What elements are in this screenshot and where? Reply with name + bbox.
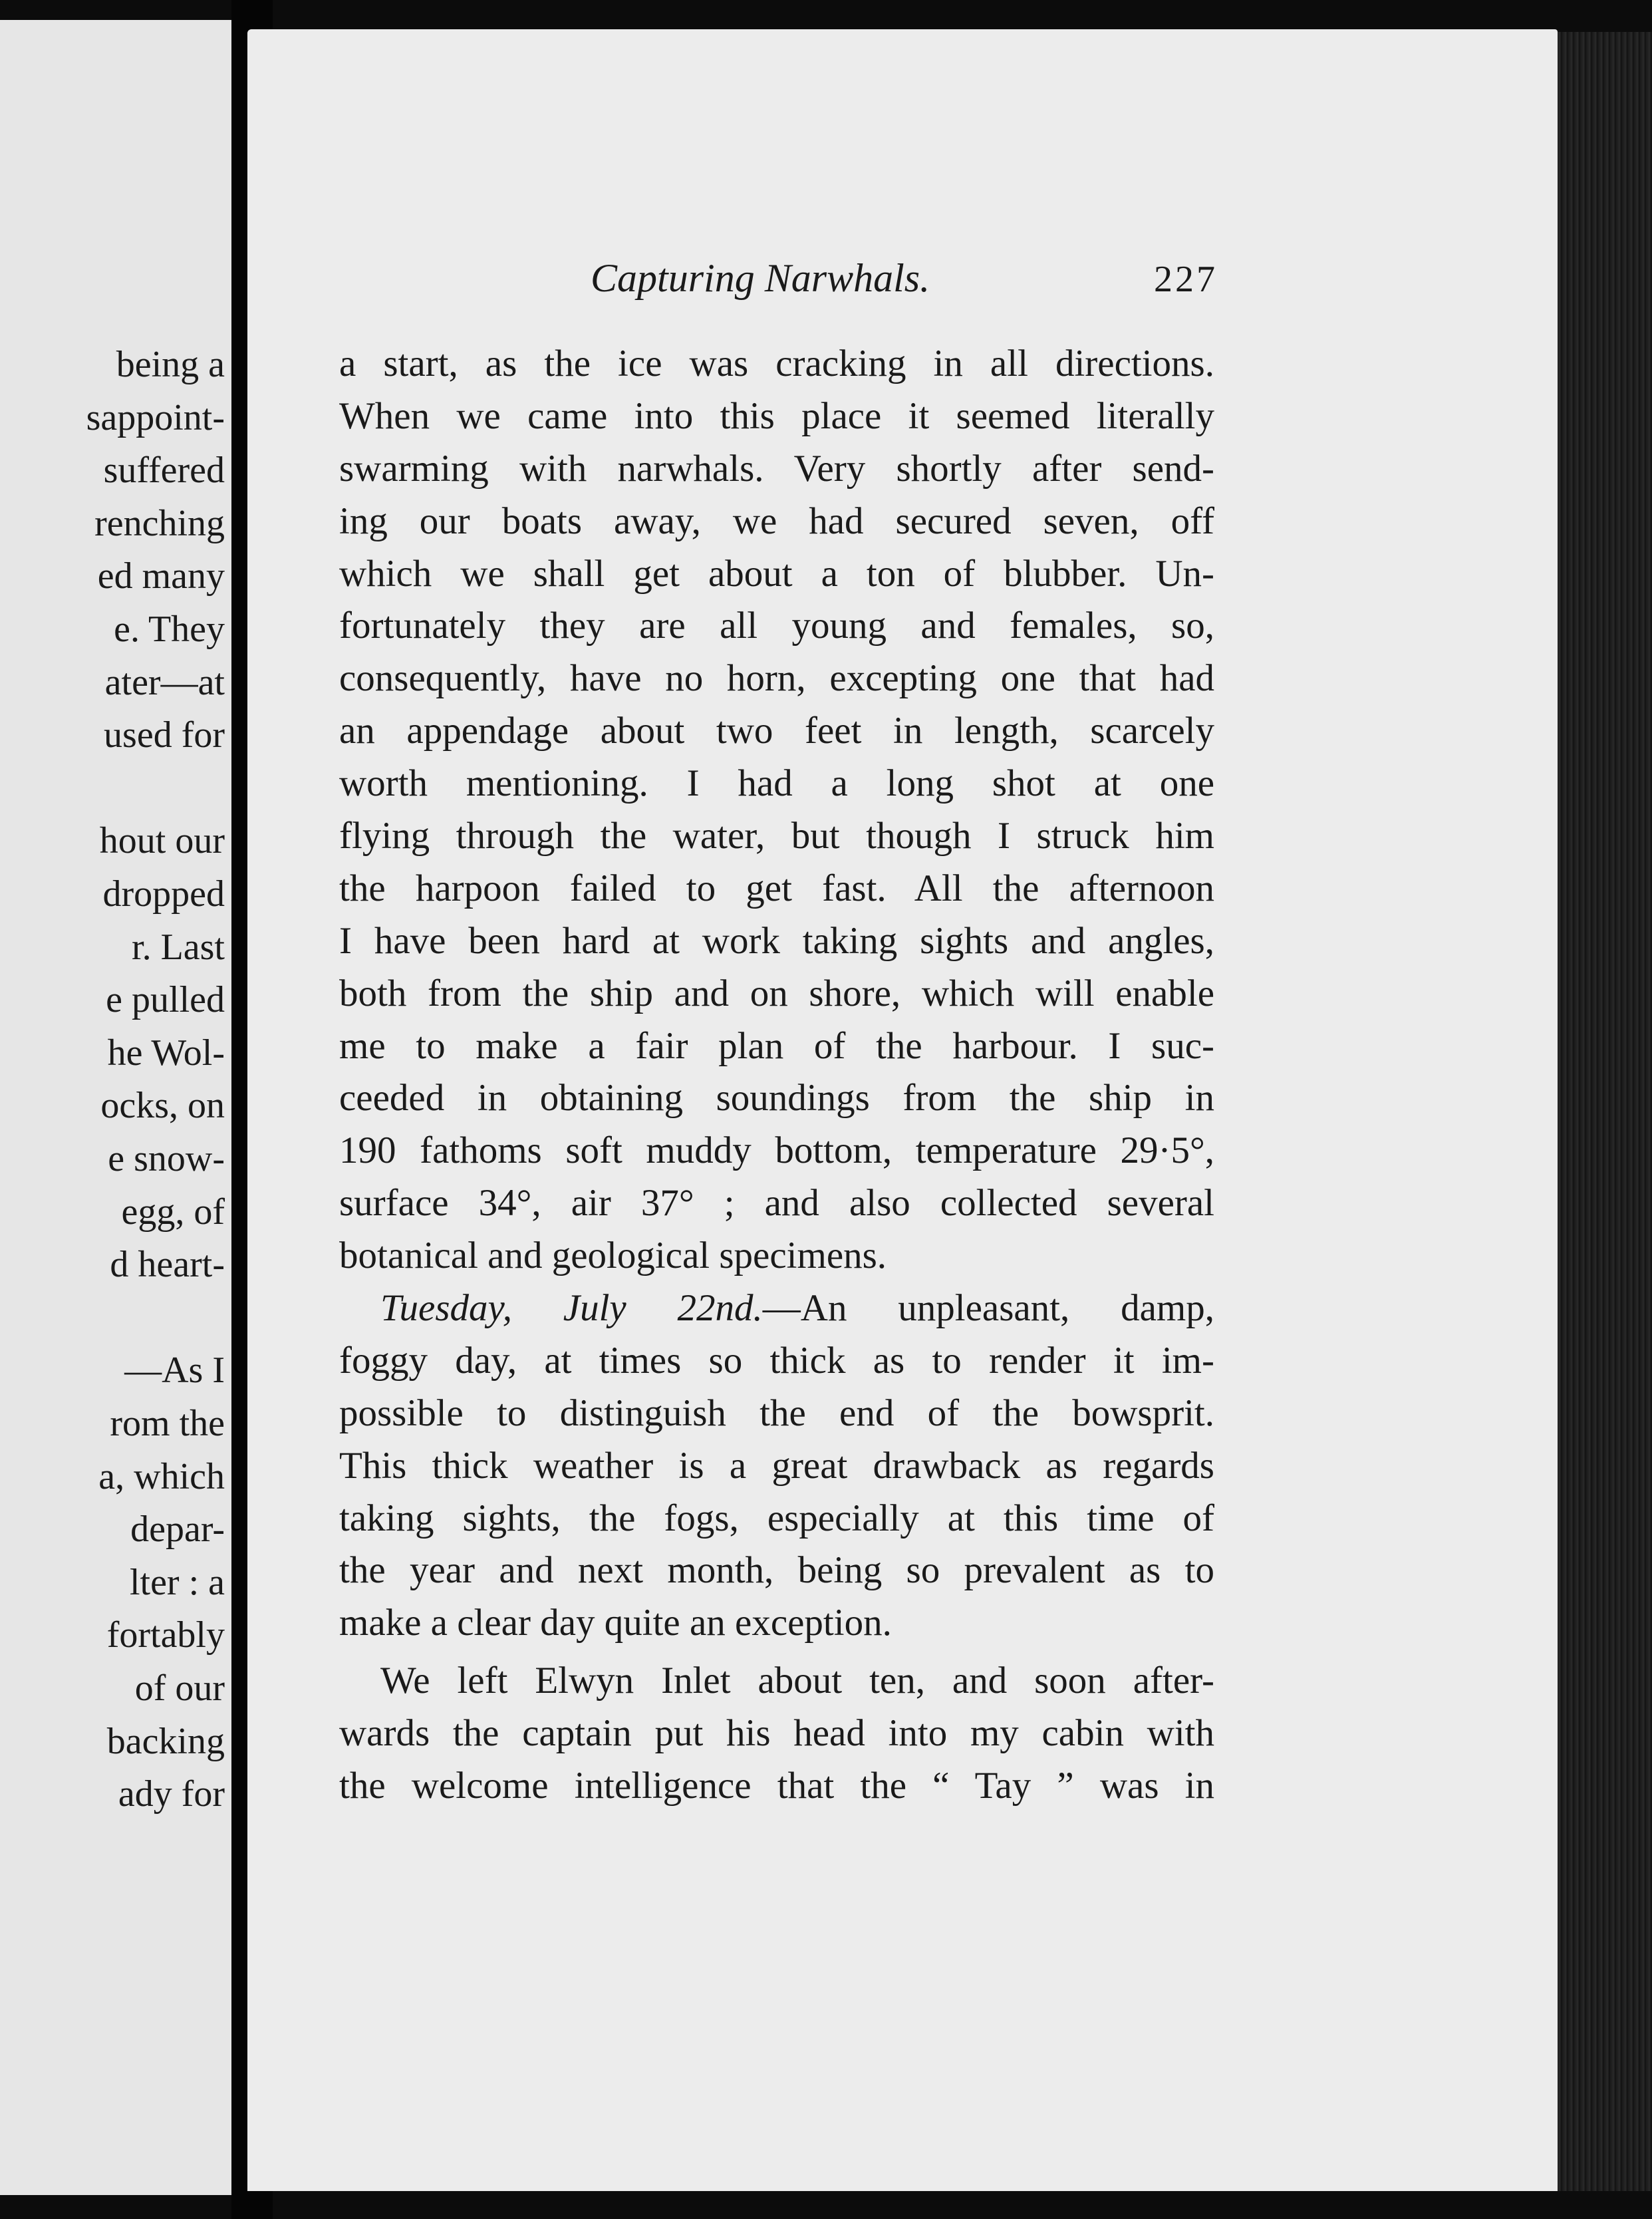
left-page-line: ater—at bbox=[104, 661, 225, 703]
text-line: surface 34°, air 37° ; and also collected several bbox=[339, 1182, 1214, 1225]
text-line: botanical and geological specimens. bbox=[339, 1235, 887, 1277]
text-line: When we came into this place it seemed literally bbox=[339, 394, 1214, 437]
text-line: an appendage about two feet in length, scarcely bbox=[339, 710, 1214, 752]
left-page bbox=[0, 20, 231, 2195]
left-page-line: suffered bbox=[103, 450, 225, 492]
left-page-line: e. They bbox=[114, 609, 225, 650]
left-page-line: —As I bbox=[124, 1350, 225, 1392]
left-page-line: rom the bbox=[110, 1403, 225, 1444]
left-page-line: backing bbox=[106, 1720, 225, 1762]
page-number: 227 bbox=[1154, 259, 1218, 300]
text-line: the harpoon failed to get fast. All the afternoon bbox=[339, 867, 1214, 909]
text-line: fortunately they are all young and females, so, bbox=[339, 605, 1214, 647]
left-page-line: e snow- bbox=[108, 1138, 225, 1179]
text-line: swarming with narwhals. Very shortly after send- bbox=[339, 447, 1214, 490]
text-line: flying through the water, but though I struck him bbox=[339, 815, 1214, 857]
left-page-line: a, which bbox=[98, 1455, 225, 1497]
left-page-line: ocks, on bbox=[100, 1085, 225, 1127]
text-line bbox=[339, 1282, 1214, 1335]
text-line: the welcome intelligence that the “ Tay ” was in bbox=[339, 1765, 1214, 1807]
left-page-line: egg, of bbox=[121, 1191, 225, 1233]
text-line: worth mentioning. I had a long shot at one bbox=[339, 762, 1214, 805]
left-page-line: fortably bbox=[106, 1614, 225, 1656]
left-page-line: of our bbox=[134, 1668, 225, 1709]
left-page-line: renching bbox=[94, 502, 225, 544]
text-line: This thick weather is a great drawback as regards bbox=[339, 1444, 1214, 1487]
text-line: We left Elwyn Inlet about ten, and soon after- bbox=[380, 1660, 1214, 1702]
diary-text: —An unpleasant, damp, bbox=[762, 1287, 1214, 1330]
diary-date: Tuesday, July 22nd. bbox=[380, 1287, 763, 1330]
left-page-line: hout our bbox=[99, 820, 225, 862]
body-text bbox=[339, 338, 1214, 1813]
text-line: make a clear day quite an exception. bbox=[339, 1602, 892, 1644]
text-line: foggy day, at times so thick as to render it im- bbox=[339, 1339, 1214, 1382]
page-edges bbox=[1558, 32, 1652, 2191]
left-page-line: he Wol- bbox=[107, 1032, 225, 1074]
text-line: I have been hard at work taking sights and angles, bbox=[339, 919, 1214, 962]
left-page-line: sappoint- bbox=[86, 396, 225, 438]
left-page-line: dropped bbox=[102, 873, 225, 915]
text-line: ing our boats away, we had secured seven, off bbox=[339, 500, 1214, 542]
left-page-line: lter : a bbox=[129, 1561, 225, 1603]
text-line: both from the ship and on shore, which will enable bbox=[339, 972, 1214, 1014]
left-page-line: ady for bbox=[118, 1773, 225, 1815]
text-line: possible to distinguish the end of the bowsprit. bbox=[339, 1392, 1214, 1434]
text-line: 190 fathoms soft muddy bottom, temperature 29·5°, bbox=[339, 1129, 1214, 1172]
left-page-line: being a bbox=[116, 344, 225, 385]
text-line: consequently, have no horn, excepting one that had bbox=[339, 657, 1214, 700]
text-line: ceeded in obtaining soundings from the ship in bbox=[339, 1077, 1214, 1119]
left-page-line: ed many bbox=[97, 555, 225, 597]
left-page-line: d heart- bbox=[110, 1244, 225, 1286]
left-page-line: used for bbox=[104, 714, 225, 756]
text-line: me to make a fair plan of the harbour. I suc- bbox=[339, 1024, 1214, 1067]
left-page-line: e pulled bbox=[106, 979, 225, 1021]
text-line: taking sights, the fogs, especially at this time of bbox=[339, 1497, 1214, 1539]
text-line: the year and next month, being so prevalent as to bbox=[339, 1549, 1214, 1592]
left-page-line: depar- bbox=[130, 1509, 225, 1551]
running-header: Capturing Narwhals. bbox=[591, 256, 930, 300]
text-line: a start, as the ice was cracking in all directions. bbox=[339, 343, 1214, 384]
left-page-line: r. Last bbox=[132, 926, 225, 968]
text-line: wards the captain put his head into my cabin with bbox=[339, 1712, 1214, 1755]
text-line: which we shall get about a ton of blubber. Un- bbox=[339, 552, 1214, 595]
